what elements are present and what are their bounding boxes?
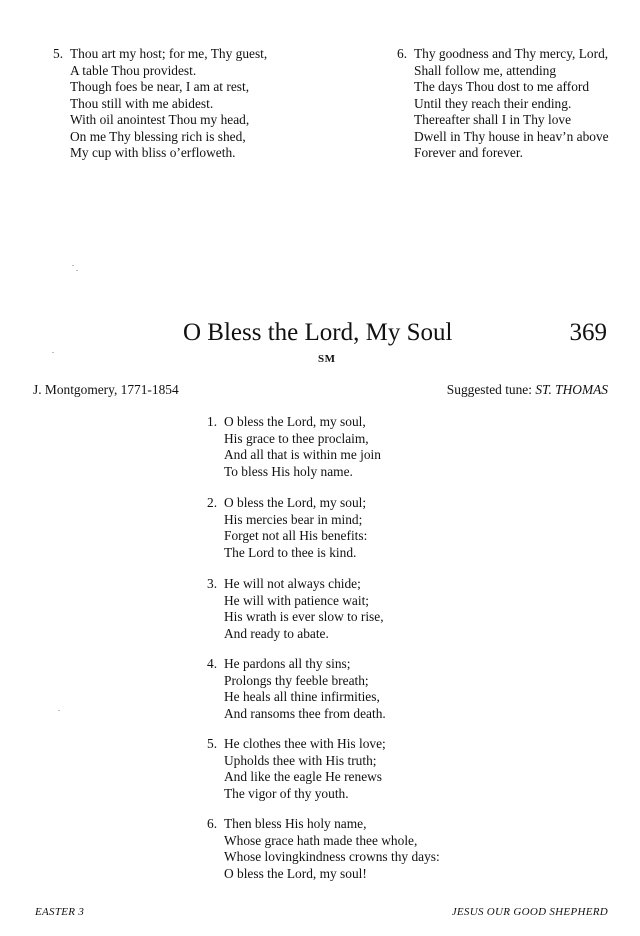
stanza-number: 6. [207, 816, 218, 831]
stanza-line: Upholds thee with His truth; [224, 752, 377, 768]
stanza-line: With oil anointest Thou my head, [70, 112, 250, 127]
stanza-line: My cup with bliss o’erfloweth. [70, 145, 236, 160]
previous-hymn-stanza-6 [397, 46, 609, 162]
stanza-line: On me Thy blessing rich is shed, [70, 128, 246, 144]
stanza-line: Thou still with me abidest. [70, 95, 214, 111]
stanza-line: His wrath is ever slow to rise, [224, 609, 384, 624]
stanza-line: His mercies bear in mind; [224, 511, 363, 527]
stanza-line: The days Thou dost to me afford [414, 79, 590, 94]
hymn-stanza-5 [207, 736, 386, 802]
scan-speck [76, 270, 78, 271]
stanza-line: Though foes be near, I am at rest, [70, 79, 250, 94]
stanza-line: Thy goodness and Thy mercy, Lord, [414, 46, 609, 61]
hymn-stanza-4 [207, 656, 386, 722]
stanza-line: The Lord to thee is kind. [224, 544, 357, 560]
scan-speck [52, 352, 54, 353]
stanza-number: 1. [207, 414, 218, 429]
tune-label: Suggested tune: [446, 382, 532, 397]
stanza-number: 3. [207, 576, 218, 591]
hymn-number: 369 [569, 319, 607, 346]
stanza-line: Thereafter shall I in Thy love [414, 112, 572, 127]
stanza-line: To bless His holy name. [224, 463, 353, 479]
hymn-meter: SM [318, 353, 336, 365]
hymn-stanza-3 [207, 576, 384, 642]
scan-speck [58, 710, 60, 711]
stanza-line: O bless the Lord, my soul! [224, 865, 367, 881]
stanza-line: Prolongs thy feeble breath; [224, 672, 369, 688]
stanza-line: Thou art my host; for me, Thy guest, [70, 46, 268, 61]
stanza-line: He clothes thee with His love; [224, 736, 386, 751]
tune-name: ST. THOMAS [535, 382, 608, 397]
stanza-line: He heals all thine infirmities, [224, 689, 380, 704]
stanza-line: O bless the Lord, my soul, [224, 414, 366, 429]
stanza-number: 5. [207, 736, 218, 751]
stanza-line: Forever and forever. [414, 145, 523, 160]
stanza-line: Then bless His holy name, [224, 816, 367, 831]
hymn-stanza-1 [207, 414, 381, 480]
hymn-stanza-6 [207, 816, 440, 882]
stanza-line: Until they reach their ending. [414, 95, 572, 111]
footer-section: JESUS OUR GOOD SHEPHERD [451, 906, 608, 918]
hymn-title: O Bless the Lord, My Soul [183, 319, 453, 346]
stanza-line: And ready to abate. [224, 625, 329, 641]
stanza-line: Shall follow me, attending [414, 62, 557, 78]
stanza-line: O bless the Lord, my soul; [224, 495, 367, 510]
stanza-line: And like the eagle He renews [224, 769, 383, 784]
hymn-stanza-2 [207, 495, 367, 561]
stanza-number: 2. [207, 495, 218, 510]
stanza-number: 4. [207, 656, 218, 671]
stanza-line: Forget not all His benefits: [224, 528, 368, 543]
stanza-line: He will not always chide; [224, 576, 361, 591]
stanza-line: His grace to thee proclaim, [224, 430, 369, 446]
stanza-line: Whose lovingkindness crowns thy days: [224, 849, 440, 864]
suggested-tune [447, 382, 608, 398]
stanza-line: And all that is within me join [224, 447, 381, 462]
scan-speck [72, 265, 74, 266]
footer-season: EASTER 3 [35, 906, 85, 918]
stanza-line: He pardons all thy sins; [224, 656, 351, 671]
previous-hymn-stanza-5 [53, 46, 267, 162]
stanza-line: A table Thou providest. [70, 62, 197, 78]
stanza-line: Dwell in Thy house in heav’n above [414, 128, 609, 144]
stanza-line: Whose grace hath made thee whole, [224, 832, 418, 848]
hymn-author: J. Montgomery, 1771-1854 [33, 382, 179, 397]
stanza-line: The vigor of thy youth. [224, 785, 349, 801]
stanza-number: 6. [397, 46, 408, 61]
stanza-line: And ransoms thee from death. [224, 705, 386, 721]
stanza-line: He will with patience wait; [224, 592, 370, 608]
stanza-number: 5. [53, 46, 64, 61]
